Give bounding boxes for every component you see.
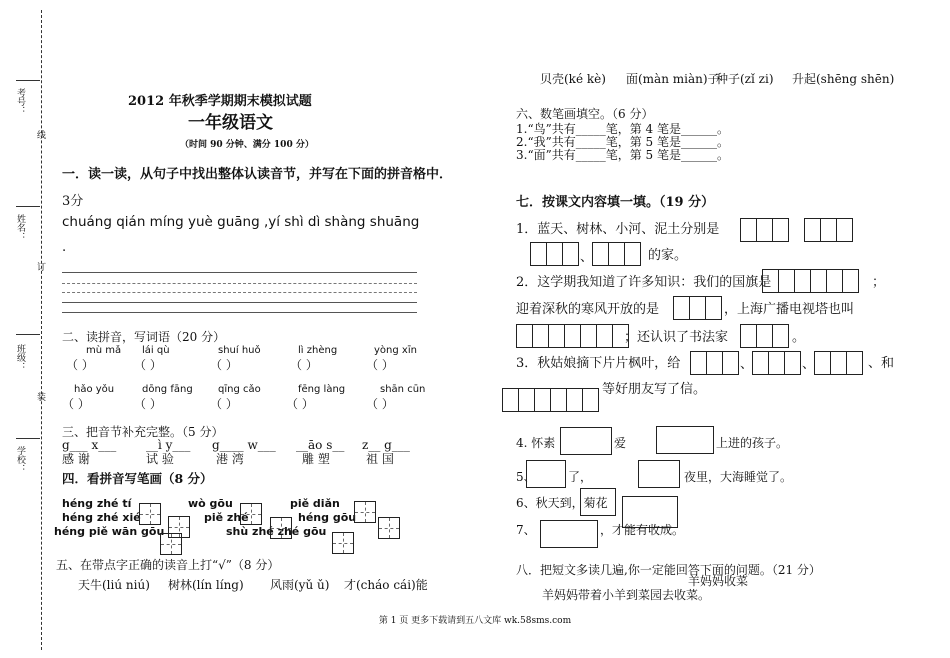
tianzi-grid-box[interactable] (540, 520, 598, 548)
margin-name-label: 姓名： (15, 214, 25, 241)
margin-write-line (16, 80, 40, 81)
fill-question-text: 的家。 (648, 248, 688, 263)
fill-question-text: 爱 (614, 436, 627, 450)
answer-grid[interactable] (740, 218, 789, 242)
fill-question-text: 上进的孩子。 (716, 436, 789, 450)
pinyin-word: lái qù (142, 345, 170, 356)
tianzi-grid-box[interactable] (656, 426, 714, 454)
binding-dashed-line (41, 10, 42, 650)
answer-blank[interactable]: （ ） (134, 397, 162, 411)
story-text: 羊妈妈带着小羊到菜园去收菜。 (542, 588, 711, 602)
section-8-title: 八．把短文多读几遍,你一定能回答下面的问题。（21 分） (516, 563, 821, 577)
stroke-count-question[interactable]: 3.“面”共有_____笔，第 5 笔是______。 (516, 148, 729, 162)
answer-grid[interactable] (592, 242, 641, 266)
fill-question-text: ，才能有收成。 (600, 523, 685, 537)
stroke-pinyin: piě zhé (204, 511, 249, 524)
stroke-pinyin: héng piě wān gōu (54, 525, 165, 538)
pinyin-word: hǎo yǒu (74, 384, 115, 395)
section-6-title: 六、数笔画填空。（6 分） (516, 107, 654, 121)
story-title: 羊妈妈收菜 (688, 574, 749, 588)
fill-question-text: 、 (802, 357, 816, 372)
reading-choice[interactable]: 面(màn miàn)子 (626, 72, 720, 86)
fill-question-text: 1．蓝天、树林、小河、泥土分别是 (516, 222, 720, 237)
stroke-pinyin: héng zhé xié (62, 511, 141, 524)
subject-title: 一年级语文 (188, 113, 273, 133)
syllable-blank[interactable]: __ì y___ (146, 438, 191, 452)
answer-grid[interactable] (752, 351, 801, 375)
pinyin-word: lì zhèng (298, 345, 338, 356)
pinyin-writing-line (62, 292, 417, 293)
answer-grid[interactable] (516, 324, 629, 348)
fill-question-text: 夜里，大海睡觉了。 (684, 470, 793, 484)
section-3-title: 三、把音节补充完整。（5 分） (62, 425, 224, 439)
margin-write-line (16, 334, 40, 335)
margin-exam-number-label: 考号： (15, 88, 25, 115)
answer-blank[interactable]: （ ） (210, 358, 238, 372)
fill-question-text: 。 (792, 330, 806, 345)
section-2-title: 二、读拼音，写词语（20 分） (62, 330, 226, 344)
syllable-word: 雕 塑 (302, 452, 330, 466)
pinyin-word: shuí huǒ (218, 345, 261, 356)
margin-class-label: 班级： (15, 344, 25, 371)
fill-question-text: 、 (580, 250, 594, 265)
tianzi-grid-box[interactable] (378, 517, 400, 539)
section-4-title: 四．看拼音写笔画（8 分） (62, 471, 213, 486)
fill-question-text: 了， (568, 470, 593, 484)
stroke-pinyin: héng zhé tí (62, 497, 132, 510)
answer-blank[interactable]: （ ） (66, 358, 94, 372)
answer-blank[interactable]: （ ） (290, 358, 318, 372)
syllable-blank[interactable]: __āo s__ (296, 438, 345, 452)
reading-choice[interactable]: 种子(zǐ zi) (716, 72, 774, 86)
syllable-blank[interactable]: g___ x___ (62, 438, 117, 452)
answer-grid[interactable] (740, 324, 789, 348)
pinyin-word: fēng làng (298, 384, 346, 395)
tianzi-grid-box[interactable] (354, 501, 376, 523)
fill-question-text: 6、秋天到，菊花 (516, 496, 608, 510)
reading-choice[interactable]: 贝壳(ké kè) (540, 72, 606, 86)
answer-grid[interactable] (804, 218, 853, 242)
reading-choice[interactable]: 升起(shēng shēn) (792, 72, 895, 86)
pinyin-word: dōng fāng (142, 384, 193, 395)
reading-choice[interactable]: 天牛(liú niú) (78, 578, 150, 592)
tianzi-grid-box[interactable] (580, 488, 616, 516)
tianzi-grid-box[interactable] (270, 517, 292, 539)
answer-blank[interactable]: （ ） (286, 397, 314, 411)
section-5-title: 五、在带点字正确的读音上打“√”（8 分） (56, 558, 280, 572)
fill-question-text: 3．秋姑娘摘下片片枫叶，给 (516, 356, 681, 371)
page-footer: 第 1 页 更多下载请到五八文库 wk.58sms.com (378, 616, 572, 626)
tianzi-grid-box[interactable] (638, 460, 680, 488)
pinyin-writing-line (62, 302, 417, 303)
section-1-pinyin: chuáng qián míng yuè guāng ,yí shì dì shàng shuāng (62, 214, 420, 230)
answer-blank[interactable]: （ ） (134, 358, 162, 372)
syllable-word: 试 验 (146, 452, 174, 466)
margin-cut-mark: 线 (35, 130, 45, 139)
fill-question-text: ，上海广播电视塔也叫 (724, 302, 855, 317)
syllable-blank[interactable]: g____ w___ (212, 438, 276, 452)
section-7-title: 七．按课文内容填一填。（19 分） (516, 195, 715, 210)
margin-school-label: 学校： (15, 446, 25, 473)
tianzi-grid-box[interactable] (240, 503, 262, 525)
tianzi-grid-box[interactable] (160, 533, 182, 555)
section-1-dot: . (62, 240, 67, 255)
answer-grid[interactable] (673, 296, 722, 320)
pinyin-word: yòng xīn (374, 345, 417, 356)
reading-choice[interactable]: 树林(lín líng) (168, 578, 244, 592)
fill-question-text: 7、 (516, 523, 536, 537)
answer-blank[interactable]: （ ） (210, 397, 238, 411)
fill-question-text: ； (872, 275, 886, 290)
section-1-title: 一．读一读，从句子中找出整体认读音节，并写在下面的拼音格中． (62, 167, 453, 182)
margin-write-line (16, 438, 40, 439)
reading-choice[interactable]: 才(cháo cái)能 (344, 578, 428, 592)
answer-grid[interactable] (530, 242, 579, 266)
section-1-score: 3分 (62, 194, 84, 209)
stroke-pinyin: héng gōu (298, 511, 357, 524)
fill-question-text: ；还认识了书法家 (624, 330, 729, 345)
fill-question-text: 4. 怀素 (516, 436, 556, 450)
answer-grid[interactable] (814, 351, 863, 375)
answer-grid[interactable] (690, 351, 739, 375)
fill-question-text: 迎着深秋的寒风开放的是 (516, 302, 660, 317)
stroke-pinyin: piě diǎn (290, 497, 340, 510)
pinyin-word: mù mǎ (86, 345, 122, 356)
pinyin-writing-line (62, 283, 417, 284)
stroke-count-question[interactable]: 1.“鸟”共有_____笔，第 4 笔是______。 (516, 122, 729, 136)
fill-question-text: 5、 (516, 470, 536, 484)
tianzi-grid-box[interactable] (560, 427, 612, 455)
margin-fold-mark: 装 (35, 392, 45, 401)
answer-grid[interactable] (762, 269, 859, 293)
answer-blank[interactable]: （ ） (366, 397, 394, 411)
answer-blank[interactable]: （ ） (366, 358, 394, 372)
reading-choice[interactable]: 风雨(yǔ ǔ) (270, 578, 330, 592)
syllable-word: 感 谢 (62, 452, 90, 466)
pinyin-writing-line (62, 312, 417, 313)
answer-blank[interactable]: （ ） (62, 397, 90, 411)
exam-meta: （时间 90 分钟、满分 100 分） (180, 140, 314, 150)
stroke-pinyin: wò gōu (188, 497, 233, 510)
stroke-count-question[interactable]: 2.“我”共有_____笔，第 5 笔是______。 (516, 135, 729, 149)
pinyin-word: shān cūn (380, 384, 426, 395)
pinyin-word: qīng cǎo (218, 384, 261, 395)
pinyin-writing-line (62, 272, 417, 273)
answer-grid[interactable] (502, 388, 599, 412)
fill-question-text: 、和 (868, 356, 895, 371)
fill-question-text: 、 (740, 357, 754, 372)
syllable-word: 港 湾 (216, 452, 244, 466)
syllable-word: 祖 国 (366, 452, 394, 466)
exam-title: 2012 年秋季学期期末模拟试题 (128, 94, 312, 109)
tianzi-grid-box[interactable] (332, 532, 354, 554)
fill-question-text: 2．这学期我知道了许多知识：我们的国旗是 (516, 275, 772, 290)
tianzi-grid-box[interactable] (139, 503, 161, 525)
syllable-blank[interactable]: z__ g___ (362, 438, 410, 452)
fill-question-text: 等好朋友写了信。 (602, 382, 707, 397)
stroke-pinyin: shù zhé zhé gōu (226, 525, 327, 538)
margin-write-line (16, 206, 40, 207)
tianzi-grid-box[interactable] (526, 460, 566, 488)
margin-bind-mark: 订 (35, 262, 45, 271)
